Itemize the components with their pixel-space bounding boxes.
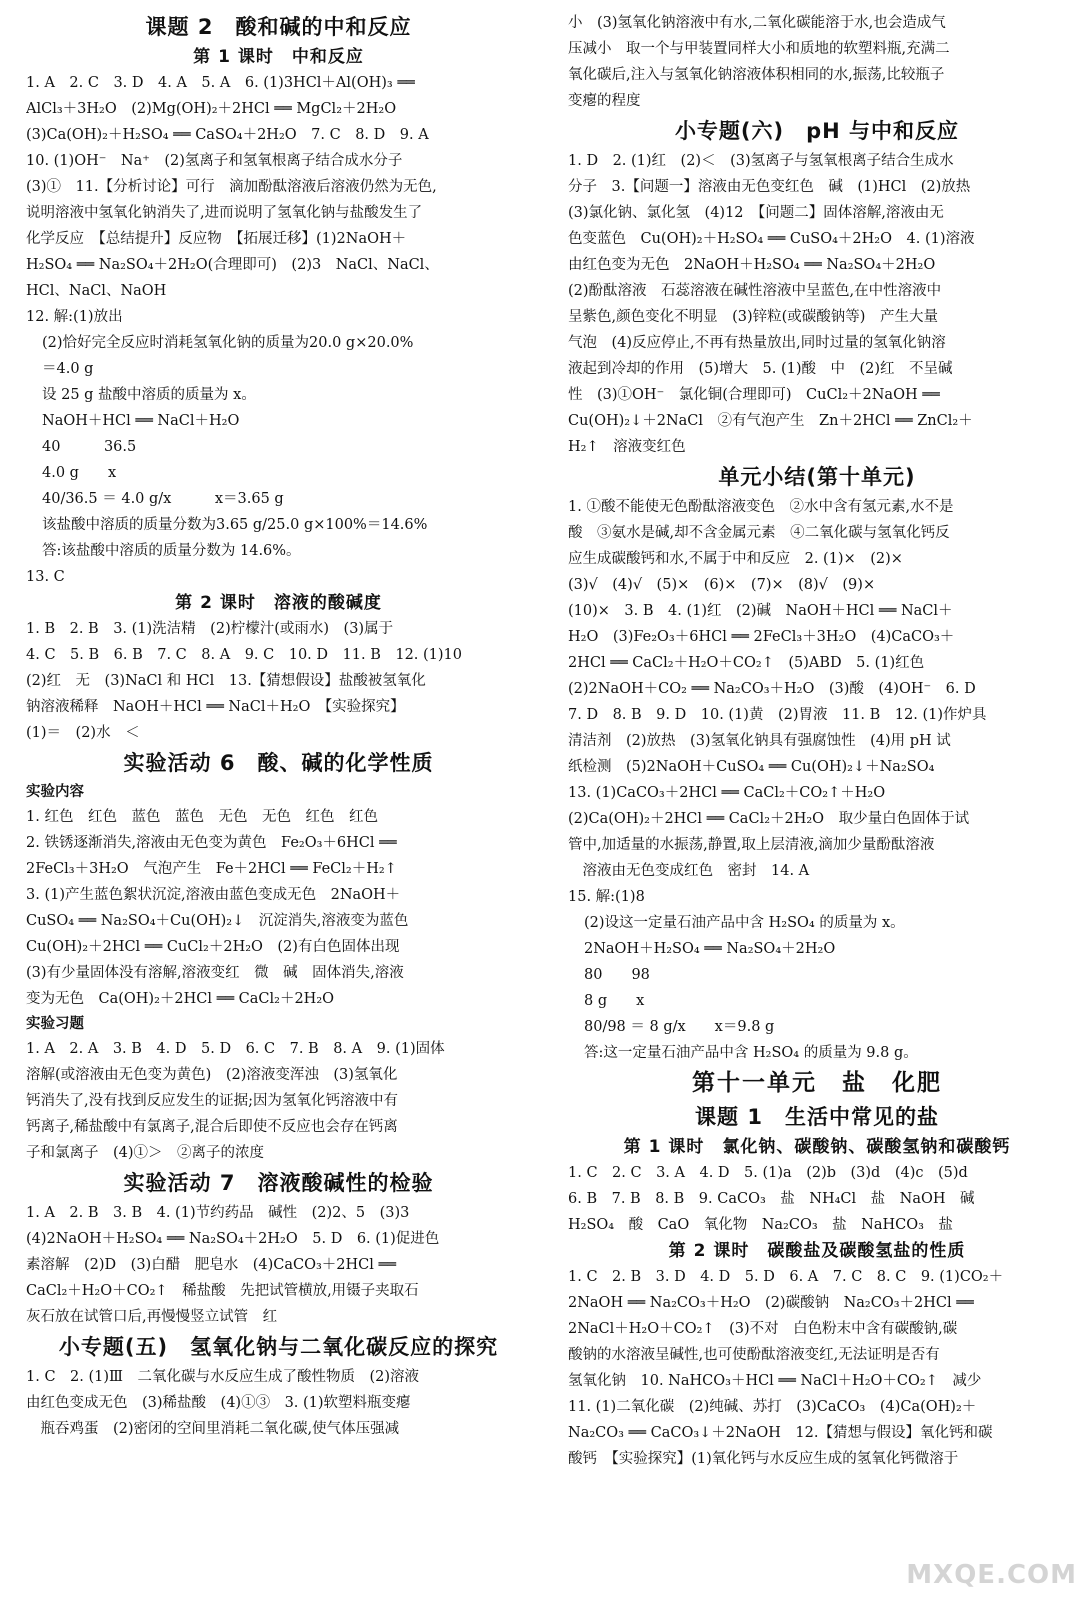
answer-line: 氧化碳后,注入与氢氧化钠溶液体积相同的水,振荡,比较瓶子 (568, 67, 945, 83)
lesson-heading: 第 2 课时 碳酸盐及碳酸氢盐的性质 (668, 1241, 966, 1261)
answer-line: 灰石放在试管口后,再慢慢竖立试管 红 (26, 1309, 278, 1325)
answer-line: 1. C 2. (1)Ⅲ 二氧化碳与水反应生成了酸性物质 (2)溶液 (26, 1369, 420, 1385)
section-heading: 小专题(六) pH 与中和反应 (674, 119, 960, 143)
answer-line: (2)2NaOH＋CO₂ ══ Na₂CO₃＋H₂O (3)酸 (4)OH⁻ 6. D (568, 681, 976, 697)
answer-line: 2NaOH ══ Na₂CO₃＋H₂O (2)碳酸钠 Na₂CO₃＋2HCl ══ (568, 1295, 974, 1311)
answer-line: 13. C (26, 569, 65, 585)
section-heading: 课题 1 生活中常见的盐 (695, 1105, 939, 1129)
answer-line: 色变蓝色 Cu(OH)₂＋H₂SO₄ ══ CuSO₄＋2H₂O 4. (1)溶液 (568, 231, 975, 247)
answer-line: 管中,加适量的水振荡,静置,取上层清液,滴加少量酚酞溶液 (568, 837, 935, 853)
answer-line: 2FeCl₃＋3H₂O 气泡产生 Fe＋2HCl ══ FeCl₂＋H₂↑ (26, 861, 397, 877)
answer-line: (10)× 3. B 4. (1)红 (2)碱 NaOH＋HCl ══ NaCl＋ (568, 603, 953, 619)
answer-line: Na₂CO₃ ══ CaCO₃↓＋2NaOH 12.【猜想与假设】氧化钙和碳 (568, 1425, 993, 1441)
answer-line: 1. A 2. A 3. B 4. D 5. D 6. C 7. B 8. A 9. (1)固体 (26, 1041, 445, 1057)
sub-heading: 实验内容 (26, 784, 84, 800)
answer-line: (2)酚酞溶液 石蕊溶液在碱性溶液中呈蓝色,在中性溶液中 (568, 283, 942, 299)
answer-line: CuSO₄ ══ Na₂SO₄＋Cu(OH)₂↓ 沉淀消失,溶液变为蓝色 (26, 913, 409, 929)
solution-line: 80/98 ＝ 8 g/x x＝9.8 g (584, 1019, 775, 1035)
answer-line: 酸钠的水溶液呈碱性,也可使酚酞溶液变红,无法证明是否有 (568, 1347, 940, 1363)
answer-line: 分子 3.【问题一】溶液由无色变红色 碱 (1)HCl (2)放热 (568, 179, 971, 195)
answer-line: 1. D 2. (1)红 (2)＜ (3)氢离子与氢氧根离子结合生成水 (568, 153, 954, 169)
section-heading: 小专题(五) 氢氧化钠与二氧化碳反应的探究 (58, 1335, 499, 1359)
answer-line: 说明溶液中氢氧化钠消失了,进而说明了氢氧化钠与盐酸发生了 (26, 205, 423, 221)
answer-line: 小 (3)氢氧化钠溶液中有水,二氧化碳能溶于水,也会造成气 (568, 15, 946, 31)
answer-line: 4. C 5. B 6. B 7. C 8. A 9. C 10. D 11. B 12. (1)10 (26, 647, 463, 663)
answer-line: 变瘪的程度 (568, 93, 641, 109)
answer-line: Cu(OH)₂↓＋2NaCl ②有气泡产生 Zn＋2HCl ══ ZnCl₂＋ (568, 413, 973, 429)
answer-line: 钙消失了,没有找到反应发生的证据;因为氢氧化钙溶液中有 (26, 1093, 398, 1109)
section-heading: 实验活动 6 酸、碱的化学性质 (123, 751, 434, 775)
answer-line: 2. 铁锈逐渐消失,溶液由无色变为黄色 Fe₂O₃＋6HCl ══ (26, 835, 397, 851)
answer-line: 2NaCl＋H₂O＋CO₂↑ (3)不对 白色粉末中含有碳酸钠,碳 (568, 1321, 958, 1337)
left-column (26, 10, 531, 1442)
answer-line: 13. (1)CaCO₃＋2HCl ══ CaCl₂＋CO₂↑＋H₂O (568, 785, 886, 801)
answer-line: HCl、NaCl、NaOH (26, 283, 167, 299)
answer-line: 钠溶液稀释 NaOH＋HCl ══ NaCl＋H₂O 【实验探究】 (26, 699, 405, 715)
answer-line: 7. D 8. B 9. D 10. (1)黄 (2)胃液 11. B 12. (1)作炉具 (568, 707, 987, 723)
solution-line: 该盐酸中溶质的质量分数为3.65 g/25.0 g×100%＝14.6% (42, 517, 428, 533)
answer-line: 子和氯离子 (4)①＞ ②离子的浓度 (26, 1145, 265, 1161)
answer-line: 溶解(或溶液由无色变为黄色) (2)溶液变浑浊 (3)氢氧化 (26, 1067, 398, 1083)
answer-line: 15. 解:(1)8 (568, 889, 645, 905)
answer-line: 呈紫色,颜色变化不明显 (3)锌粒(或碳酸钠等) 产生大量 (568, 309, 938, 325)
answer-line: H₂↑ 溶液变红色 (568, 439, 686, 455)
lesson-heading: 第 1 课时 中和反应 (193, 47, 364, 67)
answer-line: 6. B 7. B 8. B 9. CaCO₃ 盐 NH₄Cl 盐 NaOH 碱 (568, 1191, 975, 1207)
answer-line: 1. C 2. C 3. A 4. D 5. (1)a (2)b (3)d (4)c (5)d (568, 1165, 968, 1181)
answer-line: 清洁剂 (2)放热 (3)氢氧化钠具有强腐蚀性 (4)用 pH 试 (568, 733, 951, 749)
answer-line: (3)① 11.【分析讨论】可行 滴加酚酞溶液后溶液仍然为无色, (26, 179, 437, 195)
answer-line: 1. B 2. B 3. (1)洗洁精 (2)柠檬汁(或雨水) (3)属于 (26, 621, 394, 637)
answer-line: 瓶吞鸡蛋 (2)密闭的空间里消耗二氧化碳,使气体压强减 (26, 1421, 400, 1437)
answer-line: (3)√ (4)√ (5)× (6)× (7)× (8)√ (9)× (568, 577, 876, 593)
section-heading: 单元小结(第十单元) (718, 465, 916, 489)
answer-line: 性 (3)①OH⁻ 氯化铜(合理即可) CuCl₂＋2NaOH ══ (568, 387, 940, 403)
right-column (568, 10, 1066, 1472)
solution-line: NaOH＋HCl ══ NaCl＋H₂O (42, 413, 240, 429)
solution-line: ＝4.0 g (42, 361, 94, 377)
answer-line: 变为无色 Ca(OH)₂＋2HCl ══ CaCl₂＋2H₂O (26, 991, 335, 1007)
answer-line: Cu(OH)₂＋2HCl ══ CuCl₂＋2H₂O (2)有白色固体出现 (26, 939, 400, 955)
solution-line: 8 g x (584, 993, 645, 1009)
solution-line: 40 36.5 (42, 439, 137, 455)
answer-line: 1. A 2. B 3. B 4. (1)节约药品 碱性 (2)2、5 (3)3 (26, 1205, 410, 1221)
answer-line: 由红色变成无色 (3)稀盐酸 (4)①③ 3. (1)软塑料瓶变瘪 (26, 1395, 411, 1411)
answer-line: (1)＝ (2)水 ＜ (26, 725, 140, 741)
answer-line: H₂SO₄ ══ Na₂SO₄＋2H₂O(合理即可) (2)3 NaCl、NaCl、 (26, 257, 439, 273)
answer-line: 1. A 2. C 3. D 4. A 5. A 6. (1)3HCl＋Al(OH)₃ ══ (26, 75, 415, 91)
solution-line: 2NaOH＋H₂SO₄ ══ Na₂SO₄＋2H₂O (584, 941, 836, 957)
answer-line: (3)有少量固体没有溶解,溶液变红 微 碱 固体消失,溶液 (26, 965, 404, 981)
answer-line: (2)红 无 (3)NaCl 和 HCl 13.【猜想假设】盐酸被氢氧化 (26, 673, 426, 689)
answer-line: 11. (1)二氧化碳 (2)纯碱、苏打 (3)CaCO₃ (4)Ca(OH)₂＋ (568, 1399, 977, 1415)
lesson-heading: 第 2 课时 溶液的酸碱度 (175, 593, 382, 613)
section-heading: 课题 2 酸和碱的中和反应 (145, 15, 412, 39)
unit-heading: 第十一单元 盐 化肥 (692, 1070, 942, 1096)
answer-line: 12. 解:(1)放出 (26, 309, 123, 325)
answer-line: H₂SO₄ 酸 CaO 氧化物 Na₂CO₃ 盐 NaHCO₃ 盐 (568, 1217, 953, 1233)
answer-line: (3)Ca(OH)₂＋H₂SO₄ ══ CaSO₄＋2H₂O 7. C 8. D 9. A (26, 127, 429, 143)
answer-line: 液起到冷却的作用 (5)增大 5. (1)酸 中 (2)红 不呈碱 (568, 361, 953, 377)
answer-line: (4)2NaOH＋H₂SO₄ ══ Na₂SO₄＋2H₂O 5. D 6. (1)促进色 (26, 1231, 440, 1247)
answer-line: 1. 红色 红色 蓝色 蓝色 无色 无色 红色 红色 (26, 809, 378, 825)
answer-line: 酸钙 【实验探究】(1)氧化钙与水反应生成的氢氧化钙微溶于 (568, 1451, 959, 1467)
answer-line: 应生成碳酸钙和水,不属于中和反应 2. (1)× (2)× (568, 551, 903, 567)
answer-line: 2HCl ══ CaCl₂＋H₂O＋CO₂↑ (5)ABD 5. (1)红色 (568, 655, 925, 671)
answer-line: 3. (1)产生蓝色絮状沉淀,溶液由蓝色变成无色 2NaOH＋ (26, 887, 401, 903)
solution-line: 设 25 g 盐酸中溶质的质量为 x。 (42, 387, 256, 403)
answer-line: 溶液由无色变成红色 密封 14. A (568, 863, 810, 879)
sub-heading: 实验习题 (26, 1016, 84, 1032)
answer-line: 1. ①酸不能使无色酚酞溶液变色 ②水中含有氢元素,水不是 (568, 499, 954, 515)
answer-line: 化学反应 【总结提升】反应物 【拓展迁移】(1)2NaOH＋ (26, 231, 407, 247)
answer-line: 素溶解 (2)D (3)白醋 肥皂水 (4)CaCO₃＋2HCl ══ (26, 1257, 396, 1273)
watermark: MXQE.COM (906, 1560, 1077, 1590)
section-heading: 实验活动 7 溶液酸碱性的检验 (123, 1171, 434, 1195)
answer-line: 纸检测 (5)2NaOH＋CuSO₄ ══ Cu(OH)₂↓＋Na₂SO₄ (568, 759, 935, 775)
solution-line: 答:该盐酸中溶质的质量分数为 14.6%。 (42, 543, 301, 559)
answer-line: AlCl₃＋3H₂O (2)Mg(OH)₂＋2HCl ══ MgCl₂＋2H₂O (26, 101, 397, 117)
solution-line: 80 98 (584, 967, 650, 983)
solution-line: 40/36.5 ＝ 4.0 g/x x＝3.65 g (42, 491, 284, 507)
solution-line: 4.0 g x (42, 465, 117, 481)
solution-line: (2)设这一定量石油产品中含 H₂SO₄ 的质量为 x。 (584, 915, 905, 931)
answer-line: 1. C 2. B 3. D 4. D 5. D 6. A 7. C 8. C 9. (1)CO₂＋ (568, 1269, 1004, 1285)
lesson-heading: 第 1 课时 氯化钠、碳酸钠、碳酸氢钠和碳酸钙 (623, 1137, 1011, 1157)
answer-line: (2)Ca(OH)₂＋2HCl ══ CaCl₂＋2H₂O 取少量白色固体于试 (568, 811, 970, 827)
answer-line: 钙离子,稀盐酸中有氯离子,混合后即使不反应也会存在钙离 (26, 1119, 398, 1135)
answer-line: 10. (1)OH⁻ Na⁺ (2)氢离子和氢氧根离子结合成水分子 (26, 153, 403, 169)
answer-line: 压减小 取一个与甲装置同样大小和质地的软塑料瓶,充满二 (568, 41, 950, 57)
answer-line: 由红色变为无色 2NaOH＋H₂SO₄ ══ Na₂SO₄＋2H₂O (568, 257, 936, 273)
answer-line: CaCl₂＋H₂O＋CO₂↑ 稀盐酸 先把试管横放,用镊子夹取石 (26, 1283, 419, 1299)
answer-line: 酸 ③氨水是碱,却不含金属元素 ④二氧化碳与氢氧化钙反 (568, 525, 950, 541)
answer-line: 气泡 (4)反应停止,不再有热量放出,同时过量的氢氧化钠溶 (568, 335, 946, 351)
answer-line: H₂O (3)Fe₂O₃＋6HCl ══ 2FeCl₃＋3H₂O (4)CaCO₃＋ (568, 629, 955, 645)
solution-line: 答:这一定量石油产品中含 H₂SO₄ 的质量为 9.8 g。 (584, 1045, 918, 1061)
solution-line: (2)恰好完全反应时消耗氢氧化钠的质量为20.0 g×20.0% (42, 335, 414, 351)
answer-line: (3)氯化钠、氯化氢 (4)12 【问题二】固体溶解,溶液由无 (568, 205, 944, 221)
answer-line: 氢氧化钠 10. NaHCO₃＋HCl ══ NaCl＋H₂O＋CO₂↑ 减少 (568, 1373, 982, 1389)
